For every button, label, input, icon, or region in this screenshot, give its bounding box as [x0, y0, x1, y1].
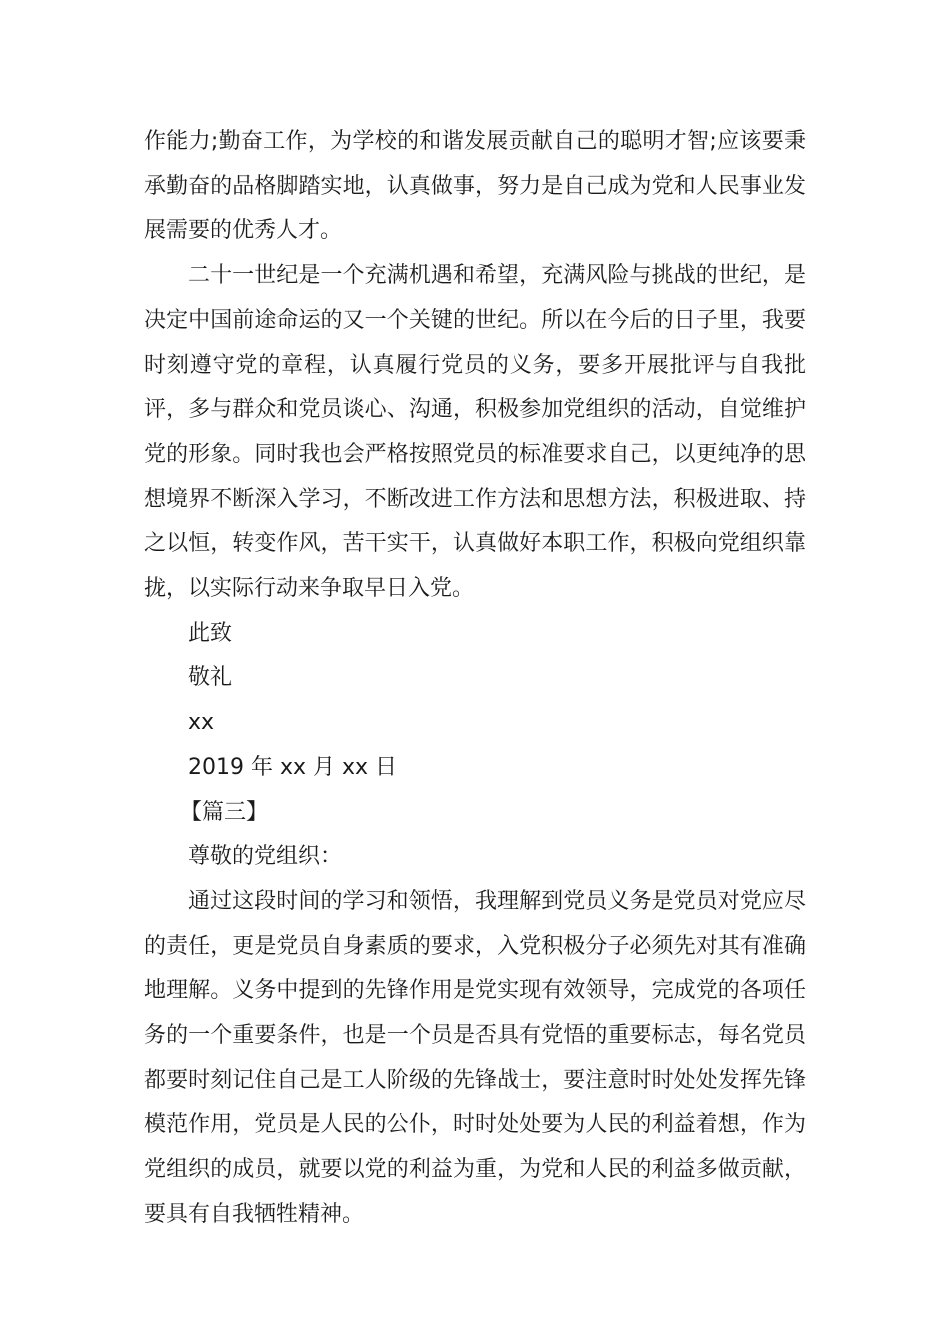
closing-line-1: 此致	[188, 620, 233, 646]
signature: xx	[188, 710, 215, 736]
salutation: 尊敬的党组织：	[188, 844, 343, 870]
paragraph-obligations: 通过这段时间的学习和领悟，我理解到党员义务是党员对党应尽的责任，更是党员自身素质的要求，入党积极分子必须先对其有准确地理解。义务中提到的先锋作用是党实现有效领导，完成党的各项任务的一个重要条件，也是一个员是否具有党悟的重要标志，每名党员都要时刻记住自己是工人阶级的先锋战士，要注意时时处处发挥先锋模范作用，党员是人民的公仆，时时处处要为人民的利益着想，作为党组织的成员，就要以党的利益为重，为党和人民的利益多做贡献，要具有自我牺牲精神。	[144, 888, 806, 1227]
paragraph-continued: 作能力;勤奋工作，为学校的和谐发展贡献自己的聪明才智;应该要秉承勤奋的品格脚踏实地，认真做事，努力是自己成为党和人民事业发展需要的优秀人才。	[144, 129, 806, 244]
section-heading: 【篇三】	[180, 799, 269, 825]
paragraph-commitment: 二十一世纪是一个充满机遇和希望，充满风险与挑战的世纪，是决定中国前途命运的又一个关键的世纪。所以在今后的日子里，我要时刻遵守党的章程，认真履行党员的义务，要多开展批评与自我批评，多与群众和党员谈心、沟通，积极参加党组织的活动，自觉维护党的形象。同时我也会严格按照党员的标准要求自己，以更纯净的思想境界不断深入学习，不断改进工作方法和思想方法，积极进取、持之以恒，转变作风，苦干实干，认真做好本职工作，积极向党组织靠拢，以实际行动来争取早日入党。	[144, 263, 806, 602]
date-line: 2019 年 xx 月 xx 日	[188, 754, 398, 780]
document-page	[144, 120, 806, 1238]
closing-line-2: 敬礼	[188, 665, 233, 691]
